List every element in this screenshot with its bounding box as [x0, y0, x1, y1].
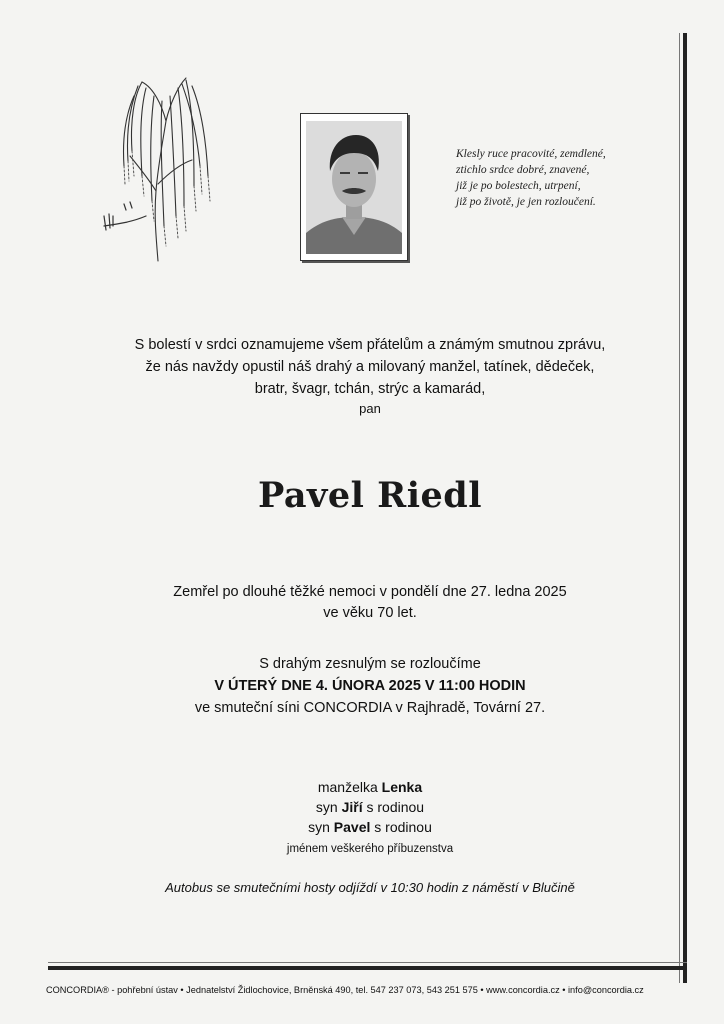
member-name: Lenka — [381, 779, 423, 795]
frame-bottom-line — [48, 966, 687, 970]
weeping-willow-icon — [96, 66, 230, 266]
relation: syn — [315, 799, 342, 815]
funeral-date: V ÚTERÝ DNE 4. ÚNORA 2025 V 11:00 HODIN — [214, 678, 526, 694]
relation-suffix: s rodinou — [370, 819, 432, 835]
poem-line: již je po bolestech, utrpení, — [456, 180, 581, 192]
member-name: Pavel — [333, 819, 371, 835]
intro-line: S bolestí v srdci oznamujeme všem přátelům a známým smutnou zprávu, — [134, 337, 606, 353]
frame-right-line — [683, 33, 687, 983]
frame-bottom-line-thin — [48, 962, 687, 963]
portrait-image — [306, 121, 402, 254]
family-list — [100, 777, 640, 837]
poem — [456, 146, 656, 210]
relatives-note: jménem veškerého příbuzenstva — [286, 843, 454, 855]
family-member — [100, 777, 640, 797]
relation: syn — [308, 819, 334, 835]
death-info — [100, 582, 640, 624]
poem-line: již po životě, je jen rozloučení. — [456, 196, 596, 208]
relation-suffix: s rodinou — [362, 799, 425, 815]
poem-line: ztichlo srdce dobré, znavené, — [456, 164, 590, 176]
bus-note: Autobus se smutečními hosty odjíždí v 10:30 hodin z náměstí v Blučině — [165, 880, 575, 895]
title-pan: pan — [359, 401, 381, 416]
footer-contact: CONCORDIA® - pohřební ústav • Jednatelství Židlochovice, Brněnská 490, tel. 547 237 073, 543 251 575 • www.concordia.cz • info@concordia.cz — [46, 985, 644, 995]
family-member — [100, 817, 640, 837]
intro-line: bratr, švagr, tchán, strýc a kamarád, — [254, 381, 486, 397]
age-line: ve věku 70 let. — [323, 605, 417, 621]
frame-right-line-thin — [679, 33, 680, 983]
funeral-info — [100, 653, 640, 719]
funeral-location: ve smuteční síni CONCORDIA v Rajhradě, Tovární 27. — [194, 700, 546, 716]
death-line: Zemřel po dlouhé těžké nemoci v pondělí dne 27. ledna 2025 — [173, 584, 567, 600]
member-name: Jiří — [341, 799, 363, 815]
poem-line: Klesly ruce pracovité, zemdlené, — [456, 148, 606, 160]
funeral-intro: S drahým zesnulým se rozloučíme — [259, 656, 481, 672]
intro-line: že nás navždy opustil náš drahý a milovaný manžel, tatínek, dědeček, — [145, 359, 595, 375]
deceased-name: Pavel Riedl — [257, 475, 483, 516]
relation: manželka — [317, 779, 382, 795]
family-member — [100, 797, 640, 817]
portrait-photo — [300, 113, 408, 261]
announcement-intro — [100, 334, 640, 400]
